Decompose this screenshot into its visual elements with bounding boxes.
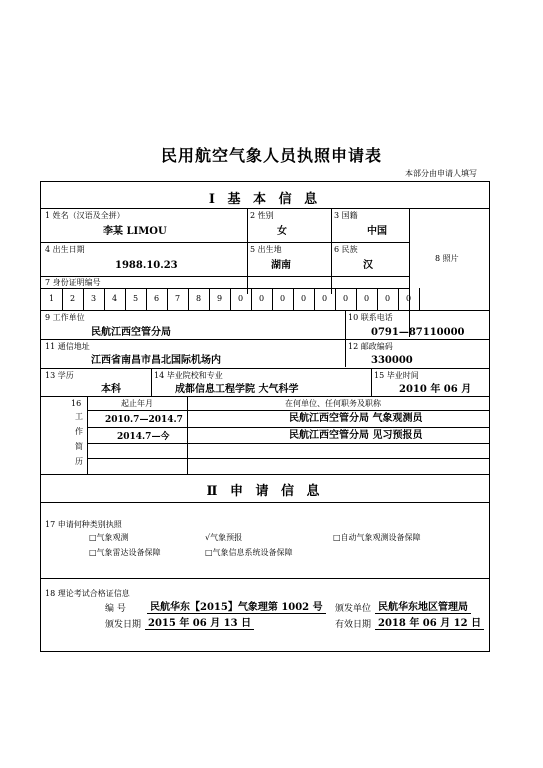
- divider: [87, 396, 88, 474]
- id-digit-box[interactable]: 3: [90, 294, 97, 303]
- unit-column-header: 在何单位、任何职务及职称: [285, 399, 381, 408]
- option-forecast[interactable]: √气象预报: [205, 533, 243, 542]
- issue-date-label: 颁发日期: [105, 620, 142, 630]
- nationality-label: 3 国籍: [334, 211, 358, 220]
- divider: [331, 208, 332, 294]
- gender-value[interactable]: 女: [277, 226, 287, 237]
- work-history-label-char: 作: [75, 427, 83, 436]
- work-history-label-char: 历: [75, 457, 83, 466]
- divider: [41, 310, 489, 311]
- exam-cert-label: 18 理论考试合格证信息: [45, 589, 130, 598]
- divider: [87, 458, 489, 459]
- birthdate-value[interactable]: 1988.10.23: [115, 260, 178, 271]
- ethnicity-label: 6 民族: [334, 245, 358, 254]
- option-auto-observation-equipment[interactable]: □自动气象观测设备保障: [333, 533, 421, 542]
- option-observation[interactable]: □气象观测: [89, 533, 129, 542]
- id-number-label: 7 身份证明编号: [45, 278, 101, 287]
- name-label: 1 姓名（汉语及全拼）: [45, 211, 125, 220]
- nationality-value[interactable]: 中国: [367, 226, 387, 237]
- id-digit-box[interactable]: 0: [237, 294, 244, 303]
- graduation-value[interactable]: 2010 年 06 月: [399, 384, 472, 395]
- divider: [41, 396, 489, 397]
- birthplace-value[interactable]: 湖南: [271, 260, 291, 271]
- photo-placeholder[interactable]: 8 照片: [435, 254, 459, 263]
- id-digit-box[interactable]: 6: [153, 294, 160, 303]
- history-unit-2[interactable]: 民航江西空管分局 见习预报员: [289, 430, 423, 441]
- name-value[interactable]: 李某 LIMOU: [103, 226, 167, 237]
- divider: [41, 502, 489, 503]
- id-digit-box[interactable]: 0: [321, 294, 328, 303]
- divider: [41, 474, 489, 475]
- period-column-header: 起止年月: [121, 399, 153, 408]
- cert-number-value[interactable]: [147, 602, 326, 614]
- id-digit-box[interactable]: 0: [405, 294, 412, 303]
- section-basic-info: Ⅰ 基 本 信 息: [208, 192, 322, 207]
- divider: [87, 443, 489, 444]
- cert-number-label: 编 号: [105, 604, 126, 614]
- option-info-system-equipment[interactable]: □气象信息系统设备保障: [205, 548, 293, 557]
- divider: [187, 396, 188, 474]
- address-value[interactable]: 江西省南昌市昌北国际机场内: [91, 355, 221, 366]
- divider: [151, 368, 152, 396]
- divider: [41, 276, 409, 277]
- cert-number-text: 民航华东【2015】气象理第 1002 号: [147, 602, 326, 614]
- id-digit-box[interactable]: 9: [216, 294, 223, 303]
- postcode-value[interactable]: 330000: [371, 355, 413, 366]
- birthdate-label: 4 出生日期: [45, 245, 85, 254]
- id-digit-box[interactable]: 4: [111, 294, 118, 303]
- id-digit-box[interactable]: 5: [132, 294, 139, 303]
- divider: [41, 368, 489, 369]
- history-period-1[interactable]: 2010.7—2014.7: [105, 415, 183, 425]
- option-radar-equipment[interactable]: □气象雷达设备保障: [89, 548, 161, 557]
- work-history-label-char: 工: [75, 412, 83, 421]
- expiry-date-text: 2018 年 06 月 12 日: [375, 618, 484, 630]
- divider: [41, 242, 409, 243]
- gender-label: 2 性别: [250, 211, 274, 220]
- employer-label: 9 工作单位: [45, 313, 85, 322]
- address-label: 11 通信地址: [45, 342, 90, 351]
- ethnicity-value[interactable]: 汉: [363, 260, 373, 271]
- issue-date-value[interactable]: [145, 618, 254, 630]
- phone-value[interactable]: 0791—87110000: [371, 327, 465, 338]
- birthplace-label: 5 出生地: [250, 245, 282, 254]
- id-digit-box[interactable]: 0: [279, 294, 286, 303]
- graduation-label: 15 毕业时间: [374, 371, 419, 380]
- applicant-note: 本部分由申请人填写: [405, 169, 477, 178]
- education-value[interactable]: 本科: [101, 384, 121, 395]
- phone-label: 10 联系电话: [348, 313, 393, 322]
- postcode-label: 12 邮政编码: [348, 342, 393, 351]
- section-application-info: Ⅱ 申 请 信 息: [206, 484, 324, 499]
- divider: [41, 208, 489, 209]
- id-digit-box[interactable]: 7: [174, 294, 181, 303]
- issuer-text: 民航华东地区管理局: [375, 602, 471, 614]
- history-unit-1[interactable]: 民航江西空管分局 气象观测员: [289, 413, 423, 424]
- issuer-label: 颁发单位: [335, 604, 372, 614]
- issue-date-text: 2015 年 06 月 13 日: [145, 618, 254, 630]
- id-digit-box[interactable]: 2: [69, 294, 76, 303]
- id-digit-box[interactable]: 0: [363, 294, 370, 303]
- form-title: 民用航空气象人员执照申请表: [160, 146, 382, 165]
- divider: [409, 208, 410, 337]
- divider: [41, 578, 489, 579]
- school-label: 14 毕业院校和专业: [154, 371, 223, 380]
- work-history-label-char: 简: [75, 442, 83, 451]
- id-digit-box[interactable]: 8: [195, 294, 202, 303]
- id-digit-box[interactable]: 0: [342, 294, 349, 303]
- issuer-value[interactable]: [375, 602, 471, 614]
- expiry-date-label: 有效日期: [335, 620, 372, 630]
- education-label: 13 学历: [45, 371, 74, 380]
- license-type-label: 17 申请何种类别执照: [45, 520, 122, 529]
- divider: [87, 427, 489, 428]
- divider: [247, 208, 248, 294]
- divider: [371, 368, 372, 396]
- divider: [41, 339, 489, 340]
- school-value[interactable]: 成都信息工程学院 大气科学: [175, 384, 299, 395]
- divider: [87, 410, 489, 411]
- id-digit-box[interactable]: 1: [48, 294, 55, 303]
- application-form: [40, 181, 490, 652]
- id-digit-box[interactable]: 0: [258, 294, 265, 303]
- divider: [41, 288, 409, 289]
- history-period-2[interactable]: 2014.7—今: [117, 432, 170, 442]
- id-digit-box[interactable]: 0: [300, 294, 307, 303]
- employer-value[interactable]: 民航江西空管分局: [91, 327, 171, 338]
- expiry-date-value[interactable]: [375, 618, 484, 630]
- work-history-number: 16: [71, 399, 82, 408]
- divider: [419, 288, 420, 310]
- id-digit-box[interactable]: 0: [384, 294, 391, 303]
